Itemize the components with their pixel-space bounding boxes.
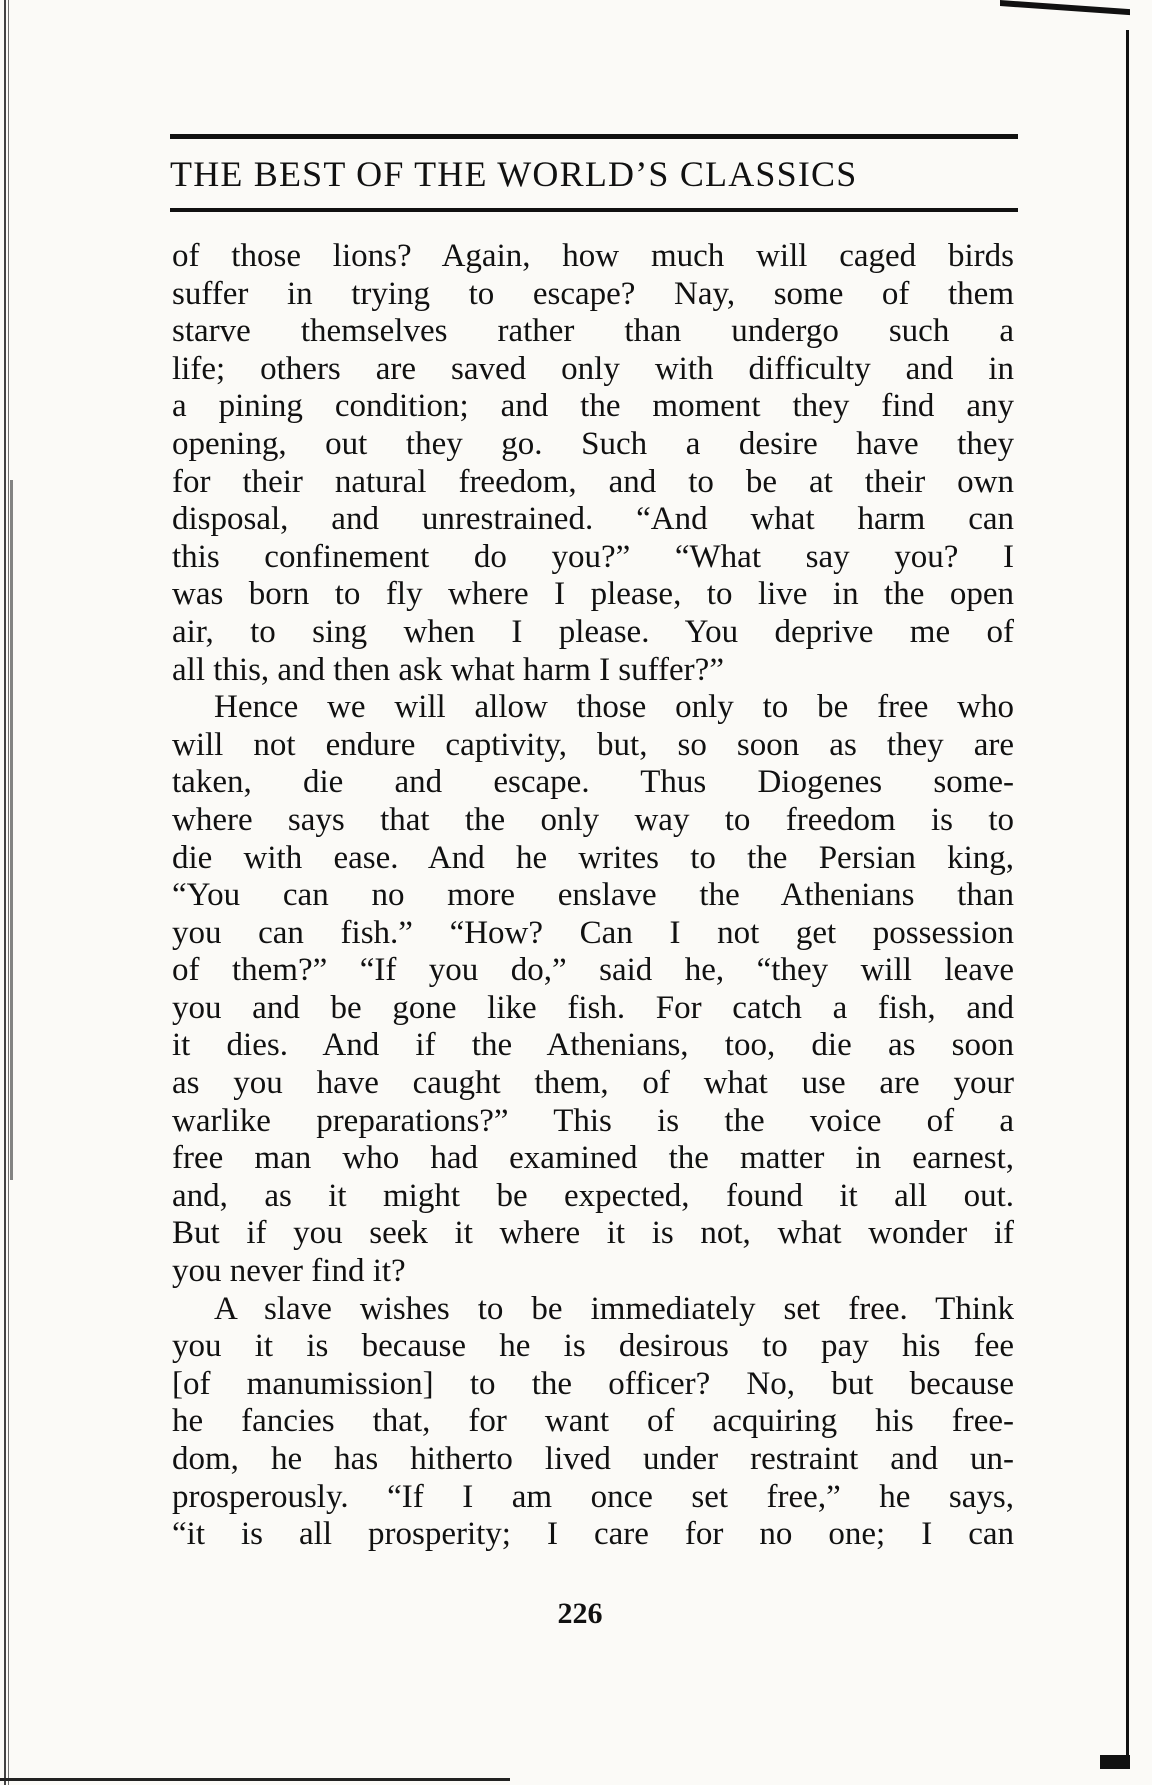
- text-line: it dies. And if the Athenians, too, die as soon: [172, 1027, 1014, 1064]
- text-line: where says that the only way to freedom is to: [172, 801, 1014, 838]
- text-line: life; others are saved only with difficulty and in: [172, 350, 1014, 387]
- body-text: [172, 238, 1014, 1554]
- text-line: opening, out they go. Such a desire have they: [172, 425, 1014, 462]
- text-line: he fancies that, for want of acquiring his free-: [172, 1403, 1014, 1440]
- scan-edge-top-right: [1000, 0, 1130, 15]
- text-line: you never find it?: [172, 1253, 406, 1290]
- text-line: dom, he has hitherto lived under restraint and un-: [172, 1441, 1014, 1477]
- text-line: you can fish.” “How? Can I not get possession: [172, 914, 1014, 951]
- text-line: you it is because he is desirous to pay his fee: [172, 1328, 1014, 1365]
- running-title: THE BEST OF THE WORLD’S CLASSICS: [170, 154, 858, 194]
- text-line: will not endure captivity, but, so soon as they are: [172, 726, 1014, 763]
- page-number: 226: [557, 1597, 603, 1630]
- text-line: free man who had examined the matter in earnest,: [172, 1140, 1014, 1177]
- text-line: disposal, and unrestrained. “And what harm can: [172, 501, 1014, 538]
- scan-edge-right: [1126, 30, 1129, 1760]
- text-line: suffer in trying to escape? Nay, some of them: [172, 275, 1014, 312]
- text-line: warlike preparations?” This is the voice of a: [172, 1102, 1014, 1139]
- text-line: air, to sing when I please. You deprive me of: [172, 613, 1014, 650]
- text-line: was born to fly where I please, to live in the open: [172, 576, 1014, 613]
- text-line: of them?” “If you do,” said he, “they will leave: [172, 952, 1014, 989]
- text-line: as you have caught them, of what use are your: [172, 1065, 1014, 1102]
- text-line: “it is all prosperity; I care for no one; I can: [172, 1516, 1014, 1553]
- text-line: this confinement do you?” “What say you? I: [172, 538, 1014, 575]
- scan-corner-bottom-right: [1100, 1755, 1130, 1769]
- text-line: a pining condition; and the moment they find any: [172, 388, 1014, 425]
- scan-edge-bottom: [0, 1778, 510, 1781]
- text-line: [of manumission] to the officer? No, but because: [172, 1365, 1014, 1402]
- text-line: of those lions? Again, how much will caged birds: [172, 238, 1014, 274]
- text-line: you and be gone like fish. For catch a fish, and: [172, 989, 1014, 1026]
- header-rule-bottom: [170, 208, 1018, 212]
- scan-edge-left-inner: [10, 480, 13, 1180]
- header-rule-top: [170, 134, 1018, 139]
- text-line: prosperously. “If I am once set free,” he says,: [172, 1478, 1014, 1515]
- text-line: starve themselves rather than undergo such a: [172, 313, 1014, 350]
- text-line: “You can no more enslave the Athenians than: [172, 877, 1014, 914]
- paragraph-start-line: Hence we will allow those only to be free who: [214, 689, 1014, 726]
- text-line: all this, and then ask what harm I suffer?”: [172, 651, 724, 688]
- text-line: for their natural freedom, and to be at their own: [172, 463, 1014, 500]
- text-line: taken, die and escape. Thus Diogenes some-: [172, 764, 1014, 801]
- text-line: But if you seek it where it is not, what wonder if: [172, 1215, 1014, 1252]
- paragraph-start-line: A slave wishes to be immediately set free. Think: [214, 1290, 1014, 1327]
- text-line: die with ease. And he writes to the Persian king,: [172, 839, 1014, 876]
- text-line: and, as it might be expected, found it all out.: [172, 1177, 1014, 1214]
